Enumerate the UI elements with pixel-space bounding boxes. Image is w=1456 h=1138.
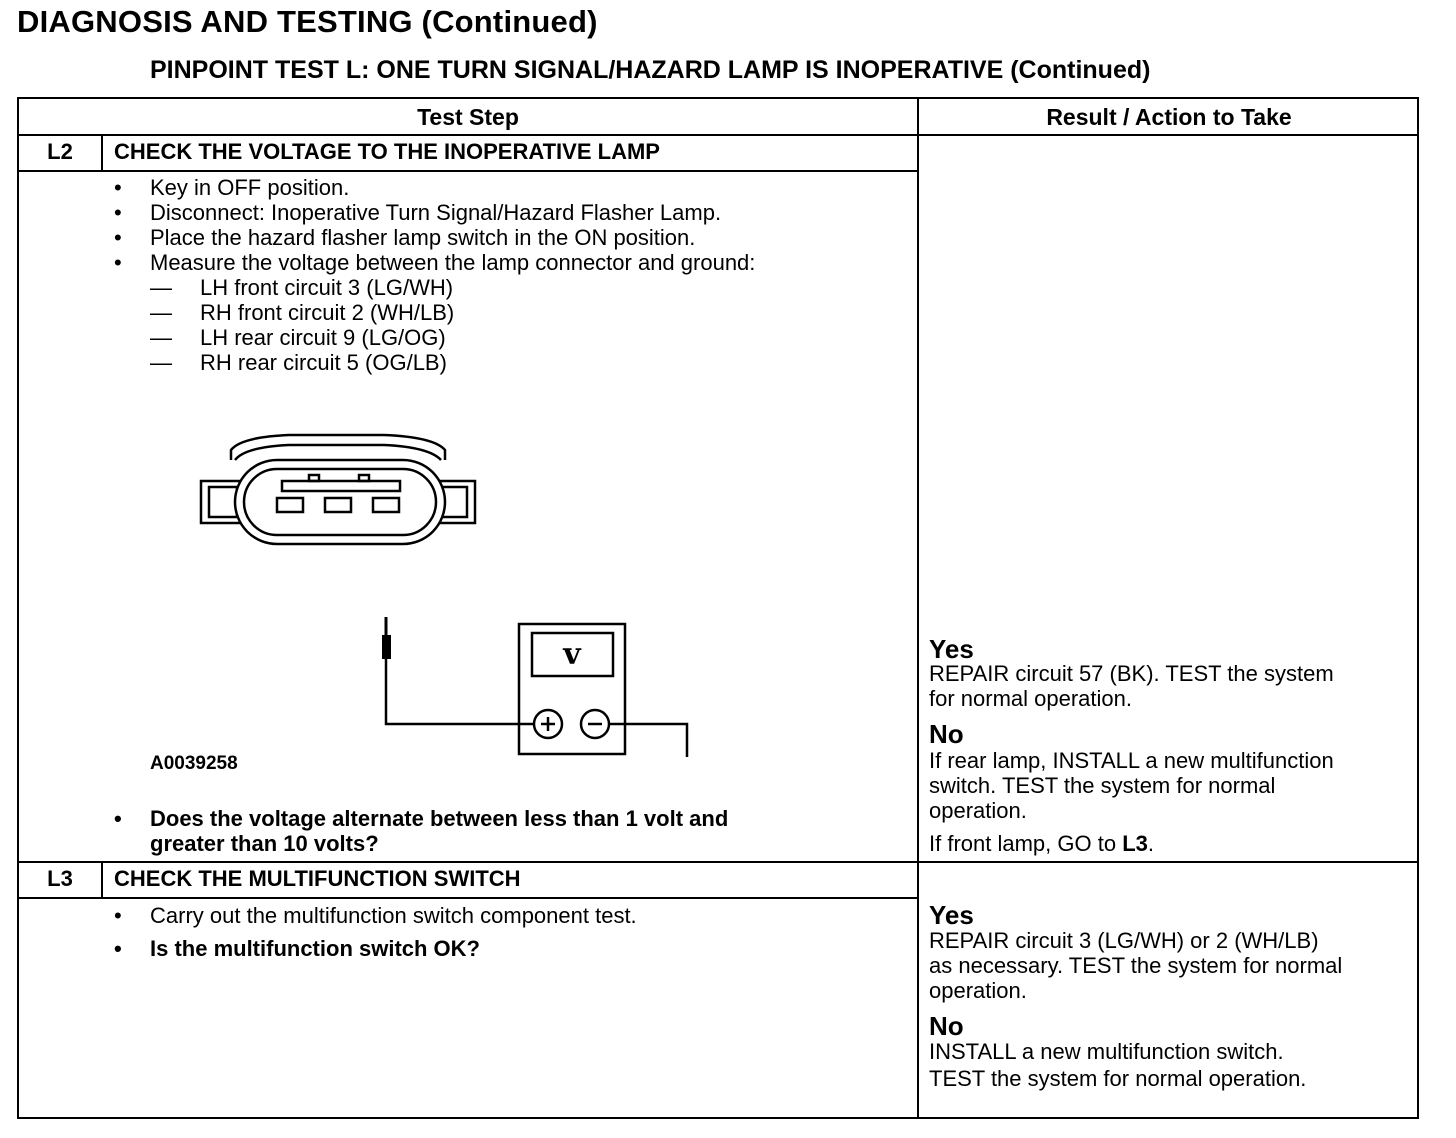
l2-no-front-suffix: . — [1147, 831, 1154, 856]
l2-l3-divider — [19, 861, 1419, 863]
step-number-l2: L2 — [47, 139, 73, 164]
l3-no-action: TEST the system for normal operation. — [929, 1066, 1307, 1091]
l2-no-action: switch. TEST the system for normal — [929, 773, 1276, 798]
negative-test-lead — [609, 724, 687, 757]
l3-yes-action: as necessary. TEST the system for normal — [929, 953, 1343, 978]
l3-no-action: INSTALL a new multifunction switch. — [929, 1039, 1284, 1064]
bullet-dot: • — [114, 200, 122, 225]
l2-circuit-item: RH front circuit 2 (WH/LB) — [200, 300, 455, 325]
step-title-l2: CHECK THE VOLTAGE TO THE INOPERATIVE LAMP — [114, 139, 660, 164]
l2-circuit-item: LH rear circuit 9 (LG/OG) — [200, 325, 446, 350]
bullet-dot: • — [114, 903, 122, 928]
pinpoint-test-title: PINPOINT TEST L: ONE TURN SIGNAL/HAZARD LAMP IS INOPERATIVE (Continued) — [150, 56, 1151, 84]
l3-instruction: Carry out the multifunction switch component test. — [150, 903, 637, 928]
l2-no-label: No — [929, 719, 964, 749]
voltmeter-connector-diagram — [179, 417, 739, 757]
l2-yes-action: REPAIR circuit 57 (BK). TEST the system — [929, 661, 1334, 686]
column-divider — [917, 99, 919, 1119]
l2-no-action: operation. — [929, 798, 1027, 823]
l2-instruction: Measure the voltage between the lamp connector and ground: — [150, 250, 756, 275]
step-title-l3: CHECK THE MULTIFUNCTION SWITCH — [114, 866, 521, 891]
column-header-result: Result / Action to Take — [1046, 104, 1292, 130]
bullet-dot: • — [114, 806, 122, 831]
l2-no-front-action — [929, 831, 1154, 856]
l3-yes-action: REPAIR circuit 3 (LG/WH) or 2 (WH/LB) — [929, 928, 1319, 953]
step-number-divider — [101, 862, 103, 898]
sub-item-dash: — — [150, 275, 172, 300]
l2-yes-action: for normal operation. — [929, 686, 1132, 711]
bullet-dot: • — [114, 225, 122, 250]
connector-body — [235, 460, 445, 544]
pinpoint-test-table — [17, 97, 1419, 1119]
l2-instruction: Disconnect: Inoperative Turn Signal/Hazard Flasher Lamp. — [150, 200, 722, 225]
l2-circuit-item: RH rear circuit 5 (OG/LB) — [200, 350, 447, 375]
step-number-l3: L3 — [47, 866, 73, 891]
l2-instruction: Place the hazard flasher lamp switch in the ON position. — [150, 225, 696, 250]
l2-title-divider — [19, 170, 918, 172]
l2-no-front-text: If front lamp, GO to — [929, 831, 1123, 856]
sub-item-dash: — — [150, 300, 172, 325]
figure-id: A0039258 — [150, 753, 238, 774]
l3-yes-action: operation. — [929, 978, 1027, 1003]
l2-question-line-1: Does the voltage alternate between less than 1 volt and — [150, 806, 729, 831]
l2-question-line-2: greater than 10 volts? — [150, 831, 379, 856]
l3-question: Is the multifunction switch OK? — [150, 936, 480, 961]
positive-probe-tip — [382, 635, 391, 659]
bullet-dot: • — [114, 250, 122, 275]
l2-instruction: Key in OFF position. — [150, 175, 350, 200]
sub-item-dash: — — [150, 350, 172, 375]
l2-no-action: If rear lamp, INSTALL a new multifunction — [929, 748, 1334, 773]
column-header-test-step: Test Step — [417, 104, 519, 130]
l2-circuit-item: LH front circuit 3 (LG/WH) — [200, 275, 454, 300]
bullet-dot: • — [114, 175, 122, 200]
l2-yes-label: Yes — [929, 634, 974, 664]
l3-title-divider — [19, 897, 918, 899]
page-title: DIAGNOSIS AND TESTING (Continued) — [17, 4, 598, 39]
bullet-dot: • — [114, 936, 122, 961]
voltmeter-symbol: v — [563, 637, 581, 672]
l3-no-label: No — [929, 1011, 964, 1041]
positive-test-lead — [386, 657, 534, 724]
sub-item-dash: — — [150, 325, 172, 350]
l3-yes-label: Yes — [929, 900, 974, 930]
step-number-divider — [101, 135, 103, 171]
goto-l3-link[interactable]: L3 — [1122, 831, 1148, 856]
